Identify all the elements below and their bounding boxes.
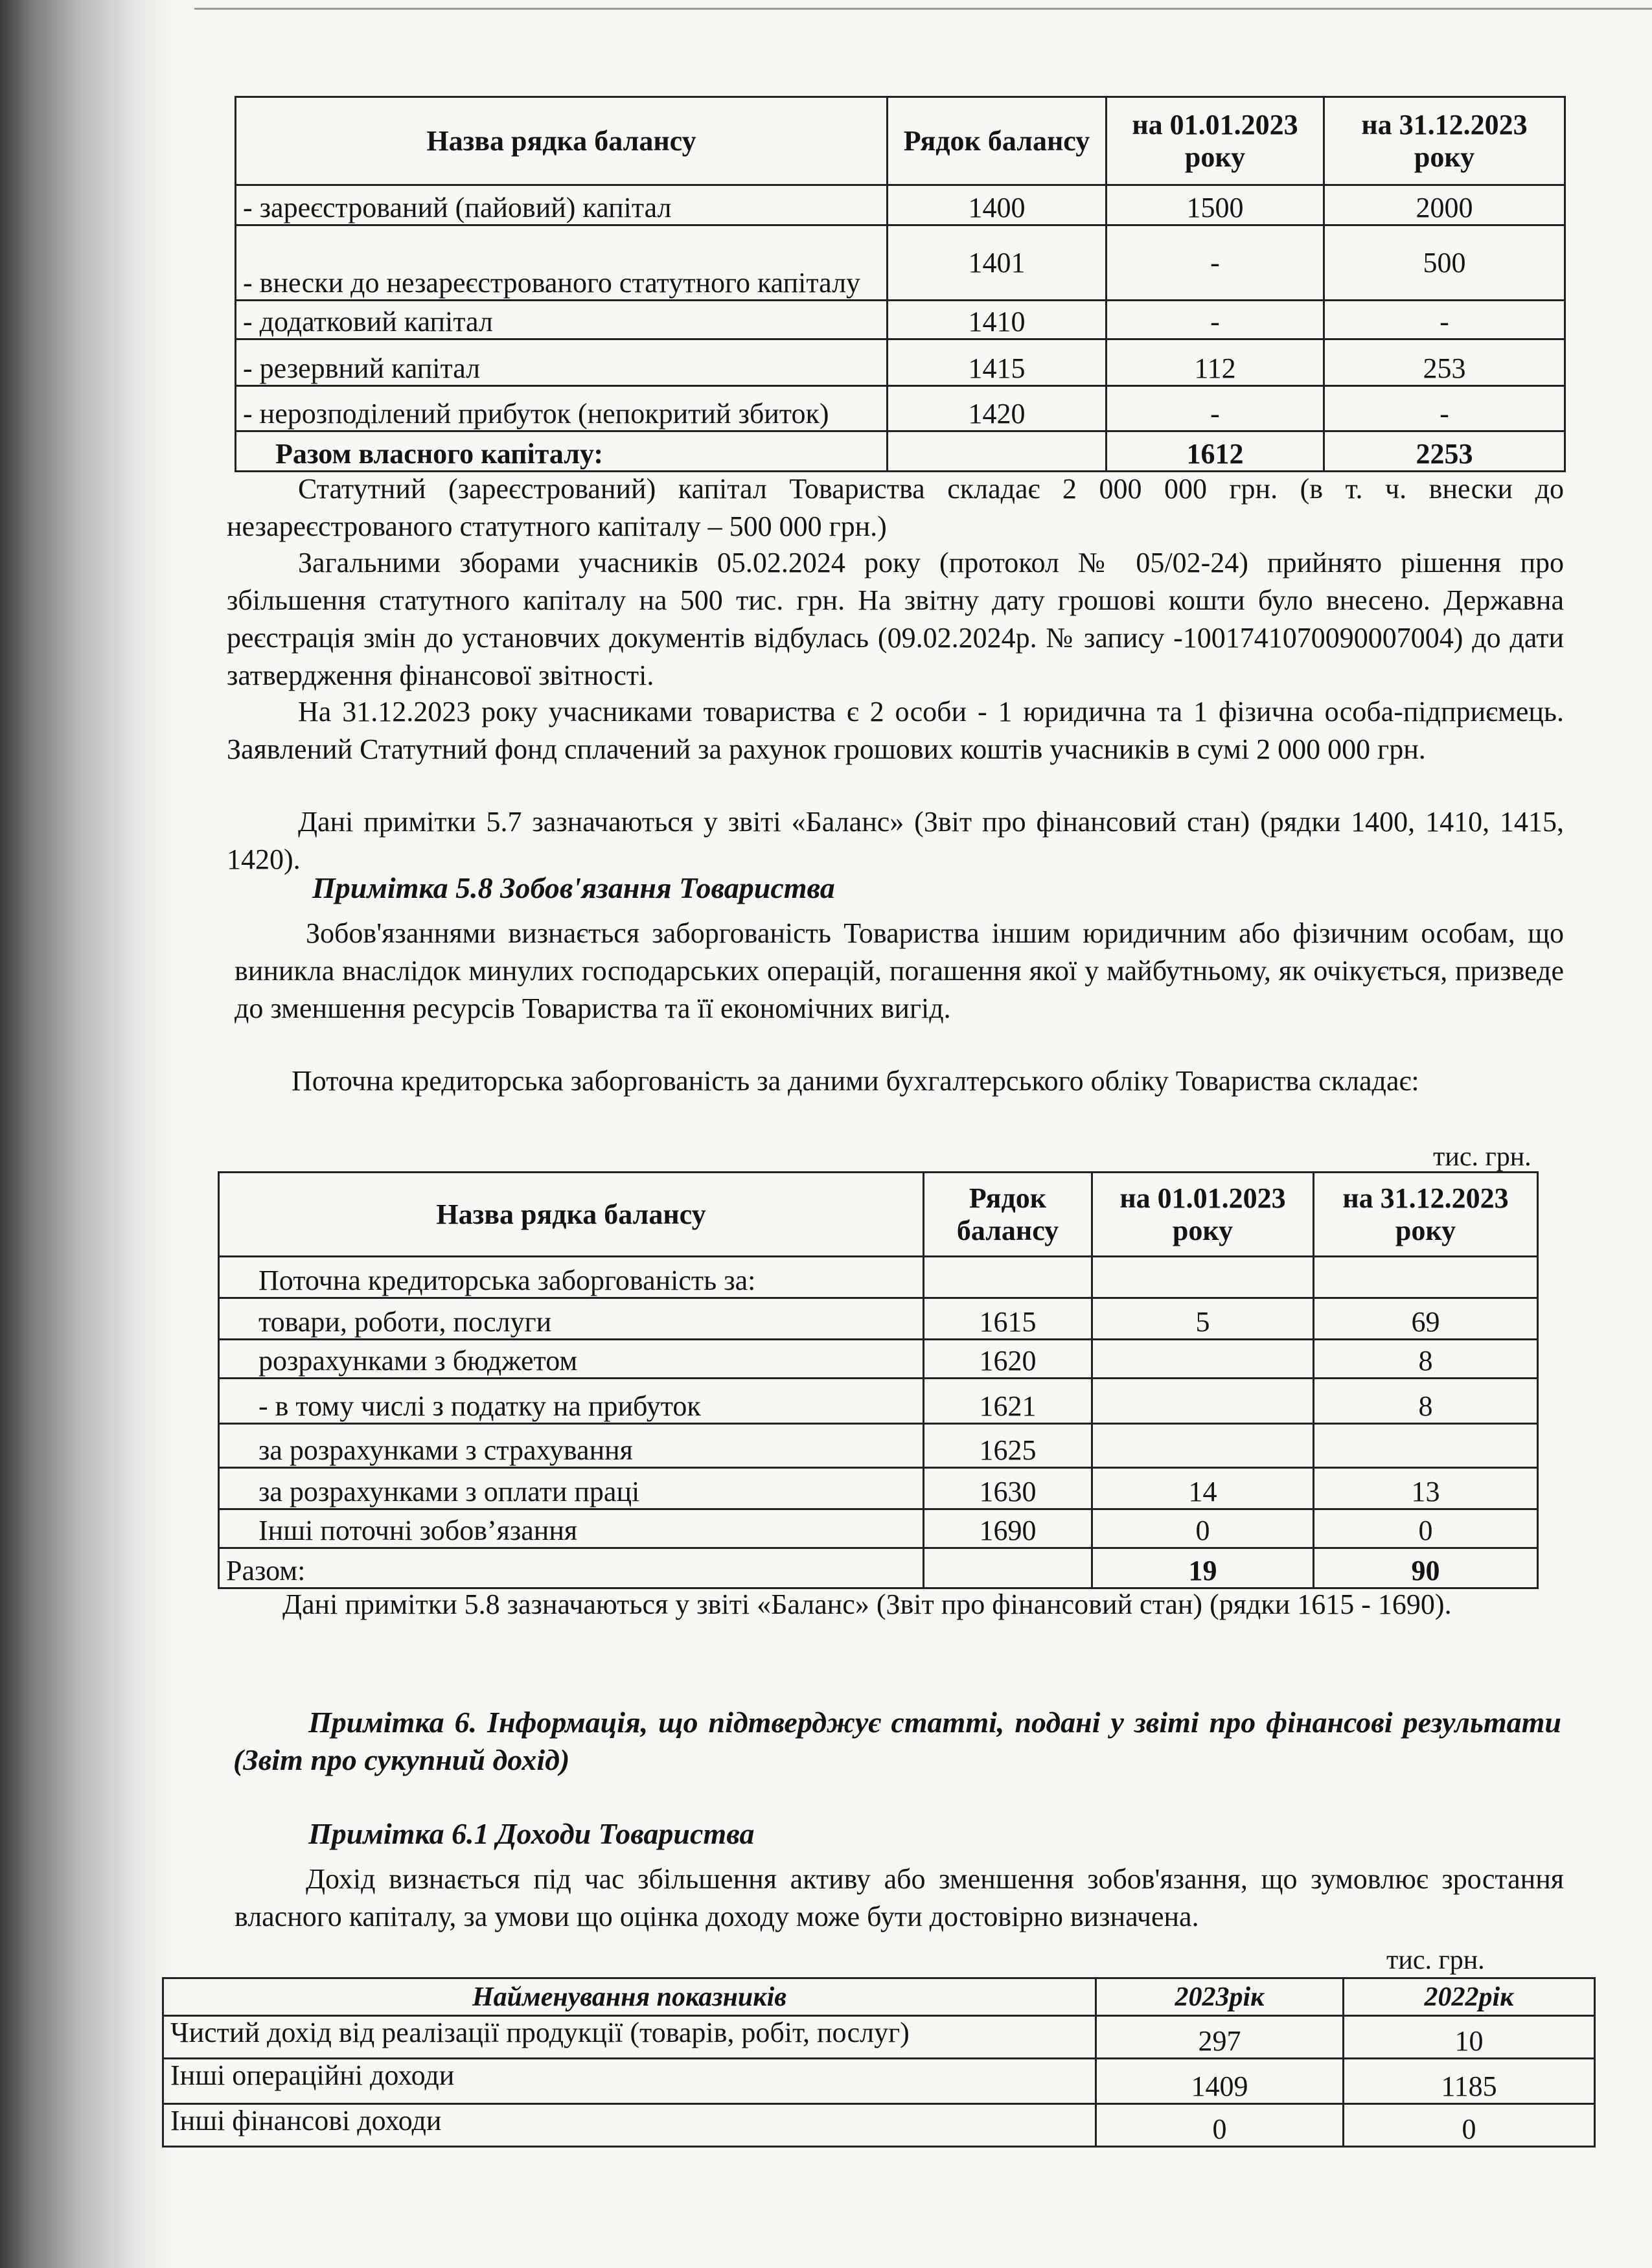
table-total-row [236,431,1565,472]
t2-cell: за розрахунками з страхування [219,1424,924,1468]
table-row [236,185,1565,225]
t2-cell [1092,1257,1314,1298]
t1-cell: - [1324,301,1565,339]
equity-table [235,96,1566,472]
t2-cell: 1630 [924,1468,1092,1509]
table-row [236,386,1565,431]
t2-cell: розрахунками з бюджетом [219,1340,924,1379]
table-row [236,301,1565,339]
t1-header-line: Рядок балансу [888,97,1107,185]
t2-cell [1092,1340,1314,1379]
t2-cell: 1615 [924,1298,1092,1340]
t1-cell: - додатковий капітал [236,301,888,339]
t1-cell: 2000 [1324,185,1565,225]
t1-header-name: Назва рядка балансу [236,97,888,185]
table-row [219,1509,1538,1548]
scan-edge-shadow [0,0,175,2268]
t2-cell [1314,1424,1538,1468]
t1-cell: - резервний капітал [236,339,888,386]
t3-cell: 0 [1344,2104,1595,2147]
t2-cell: 1690 [924,1509,1092,1548]
paragraph-meeting-decision: Загальними зборами учасників 05.02.2024 року (протокол № 05/02-24) прийнято рішення про збільшення статутного капіталу на 500 тис. грн. На звітну дату грошові кошти було внесено. Державна реєстрація змін до установчих документів відбулась (09.02.2024р. № запису -1001741070090007004) до дати затвердження фінансової звітності. [227,547,1564,691]
t2-cell: 1620 [924,1340,1092,1379]
table-row [219,1257,1538,1298]
t2-header-start: на 01.01.2023 року [1092,1173,1314,1257]
t3-cell: 1185 [1344,2059,1595,2104]
t2-cell: 69 [1314,1298,1538,1340]
table-row [163,2104,1595,2147]
t2-cell: 13 [1314,1468,1538,1509]
paragraph-income-recognition: Дохід визнається під час збільшення активу або зменшення зобов'язання, що зумовлює зростання власного капіталу, за умови що оцінка доходу може бути достовірно визначена. [235,1863,1564,1932]
unit-label-table2: тис. грн. [1433,1142,1532,1172]
table-row [163,2059,1595,2104]
t2-header-line: Рядок балансу [924,1173,1092,1257]
t2-cell: 8 [1314,1379,1538,1424]
table-row [219,1468,1538,1509]
table-total-row [219,1548,1538,1588]
t3-cell: 10 [1344,2016,1595,2059]
t2-total-start: 19 [1092,1548,1314,1588]
t1-cell [888,431,1107,472]
t1-cell: 1400 [888,185,1107,225]
t2-cell [924,1548,1092,1588]
t2-header-end: на 31.12.2023 року [1314,1173,1538,1257]
t2-cell: - в тому числі з податку на прибуток [219,1379,924,1424]
t2-cell: 8 [1314,1340,1538,1379]
paragraph-liabilities-definition: Зобов'язаннями визнається заборгованість Товариства іншим юридичним або фізичним особам, що виникла внаслідок минулих господарських операцій, погашення якої у майбутньому, як очікується, призведе до зменшення ресурсів Товариства та її економічних вигід. [235,917,1564,1024]
t2-cell: 1625 [924,1424,1092,1468]
t3-cell: Інші фінансові доходи [163,2104,1096,2147]
t2-cell [1092,1379,1314,1424]
paragraph-note-5-7: Дані примітки 5.7 зазначаються у звіті «Баланс» (Звіт про фінансовий стан) (рядки 1400, 1410, 1415, 1420). [227,806,1564,875]
t2-header-name: Назва рядка балансу [219,1173,924,1257]
table-row [219,1424,1538,1468]
t1-cell: 1415 [888,339,1107,386]
t1-cell: - нерозподілений прибуток (непокритий збиток) [236,386,888,431]
income-table [162,1977,1596,2148]
paragraph-charter-capital: Статутний (зареєстрований) капітал Товариства складає 2 000 000 грн. (в т. ч. внески до незареєстрованого статутного капіталу – 500 000 грн.) [227,473,1564,542]
heading-note-6-1: Примітка 6.1 Доходи Товариства [308,1817,755,1850]
t2-cell: 1621 [924,1379,1092,1424]
t1-cell: - [1107,386,1324,431]
table-row [236,339,1565,386]
top-rule [194,8,1652,10]
t1-cell: 112 [1107,339,1324,386]
t2-cell [1092,1424,1314,1468]
paragraph-note-5-8-reference: Дані примітки 5.8 зазначаються у звіті «Баланс» (Звіт про фінансовий стан) (рядки 1615 - 1690). [282,1588,1452,1620]
t2-cell: 5 [1092,1298,1314,1340]
t1-cell: - [1107,301,1324,339]
t2-cell: 0 [1092,1509,1314,1548]
t3-cell: 0 [1096,2104,1344,2147]
paragraph-participants: На 31.12.2023 року учасниками товариства є 2 особи - 1 юридична та 1 фізична особа-підприємець. Заявлений Статутний фонд сплачений за рахунок грошових коштів учасників в сумі 2 000 000 грн. [227,696,1564,765]
t3-header-name: Найменування показників [163,1978,1096,2016]
t3-cell: Інші операційні доходи [163,2059,1096,2104]
t2-cell: 14 [1092,1468,1314,1509]
table-row [163,2016,1595,2059]
t1-cell: 1420 [888,386,1107,431]
t3-cell: 1409 [1096,2059,1344,2104]
unit-label-table3: тис. грн. [1386,1945,1485,1975]
t2-cell: Поточна кредиторська заборгованість за: [219,1257,924,1298]
t1-total-end: 2253 [1324,431,1565,472]
payables-table [218,1171,1539,1589]
t1-header-start: на 01.01.2023 року [1107,97,1324,185]
t1-cell: 1500 [1107,185,1324,225]
table-row [219,1379,1538,1424]
t1-cell: - [1107,225,1324,301]
table-row [236,225,1565,301]
t3-cell: 297 [1096,2016,1344,2059]
t1-cell: 1401 [888,225,1107,301]
t2-total-label: Разом: [219,1548,924,1588]
t1-cell: - зареєстрований (пайовий) капітал [236,185,888,225]
t1-cell: - внески до незареєстрованого статутного капіталу [236,225,888,301]
t2-cell: товари, роботи, послуги [219,1298,924,1340]
t2-cell: 0 [1314,1509,1538,1548]
t3-header-2023: 2023рік [1096,1978,1344,2016]
t1-total-label: Разом власного капіталу: [236,431,888,472]
t2-cell [1314,1257,1538,1298]
t1-cell: 500 [1324,225,1565,301]
t3-header-2022: 2022рік [1344,1978,1595,2016]
t2-cell [924,1257,1092,1298]
table-row [219,1340,1538,1379]
t1-cell: 253 [1324,339,1565,386]
t2-cell: за розрахунками з оплати праці [219,1468,924,1509]
t3-cell: Чистий дохід від реалізації продукції (товарів, робіт, послуг) [163,2016,1096,2059]
paragraph-payables-intro: Поточна кредиторська заборгованість за даними бухгалтерського обліку Товариства складає: [292,1065,1419,1097]
heading-note-6: Примітка 6. Інформація, що підтверджує статті, подані у звіті про фінансові результати (Звіт про сукупний дохід) [233,1706,1561,1776]
t1-cell: 1410 [888,301,1107,339]
heading-note-5-8: Примітка 5.8 Зобов'язання Товариства [312,871,835,904]
t1-header-end: на 31.12.2023 року [1324,97,1565,185]
t2-cell: Інші поточні зобов’язання [219,1509,924,1548]
t1-total-start: 1612 [1107,431,1324,472]
t1-cell: - [1324,386,1565,431]
t2-total-end: 90 [1314,1548,1538,1588]
table-row [219,1298,1538,1340]
